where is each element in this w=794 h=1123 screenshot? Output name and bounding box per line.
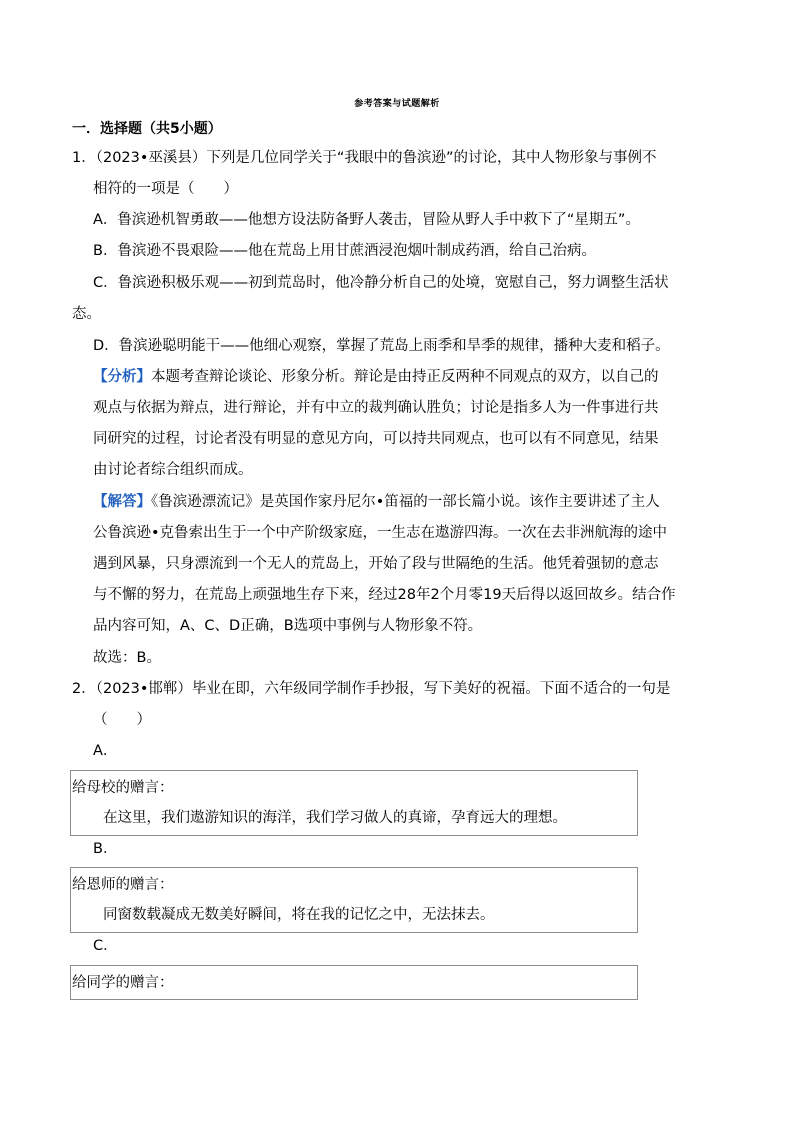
q1-choice: 故选：B。 bbox=[93, 650, 161, 666]
q2-option-a-box bbox=[70, 770, 638, 836]
q1-analysis-line-4: 由讨论者综合组织而成。 bbox=[93, 462, 253, 478]
q1-answer-line-1 bbox=[93, 492, 660, 512]
q1-answer-line-5: 品内容可知，A、C、D正确，B选项中事例与人物形象不符。 bbox=[93, 618, 483, 634]
analysis-tag: 【分析】 bbox=[93, 369, 151, 385]
q1-option-a: A．鲁滨逊机智勇敢——他想方设法防备野人袭击，冒险从野人手中救下了“星期五”。 bbox=[93, 212, 640, 228]
q2-option-a-label: A． bbox=[93, 743, 118, 759]
q1-analysis-line-1 bbox=[93, 367, 659, 387]
q1-option-c-line-2: 态。 bbox=[72, 306, 101, 322]
q1-answer-line-3: 遇到风暴，只身漂流到一个无人的荒岛上，开始了段与世隔绝的生活。他凭着强韧的意志 bbox=[93, 556, 659, 572]
q1-analysis-line-2: 观点与依据为辩点，进行辩论，并有中立的裁判确认胜负；讨论是指多人为一件事进行共 bbox=[93, 400, 659, 416]
box-b-text: 同窗数载凝成无数美好瞬间，将在我的记忆之中，无法抹去。 bbox=[103, 907, 495, 923]
q2-stem-line-1: 2．（2023•邯郸）毕业在即，六年级同学制作手抄报，写下美好的祝福。下面不适合的一句是 bbox=[72, 681, 671, 697]
answer-tag: 【解答】 bbox=[93, 494, 151, 510]
q1-stem-line-2: 相符的一项是（ ） bbox=[93, 181, 238, 197]
answer-text: 《鲁滨逊漂流记》是英国作家丹尼尔•笛福的一部长篇小说。该作主要讲述了主人 bbox=[151, 494, 660, 510]
section-title: 一．选择题（共5小题） bbox=[72, 121, 222, 137]
q1-stem-line-1: 1．（2023•巫溪县）下列是几位同学关于“我眼中的鲁滨逊”的讨论，其中人物形象与事例不 bbox=[72, 150, 657, 166]
q2-option-b-box bbox=[70, 867, 638, 933]
analysis-text: 本题考查辩论谈论、形象分析。辩论是由持正反两种不同观点的双方，以自己的 bbox=[151, 369, 659, 385]
q1-option-c-line-1: C．鲁滨逊积极乐观——初到荒岛时，他冷静分析自己的处境，宽慰自己，努力调整生活状 bbox=[93, 275, 669, 291]
box-c-title: 给同学的赠言： bbox=[72, 975, 174, 991]
q2-option-c-box bbox=[70, 965, 638, 1000]
q2-option-c-label: C． bbox=[93, 938, 118, 954]
q1-option-b: B．鲁滨逊不畏艰险——他在荒岛上用甘蔗酒浸泡烟叶制成药酒，给自己治病。 bbox=[93, 243, 596, 259]
q1-analysis-line-3: 同研究的过程，讨论者没有明显的意见方向，可以持共同观点，也可以有不同意见，结果 bbox=[93, 431, 659, 447]
page-title: 参考答案与试题解析 bbox=[354, 99, 440, 109]
q2-stem-line-2: （ ） bbox=[93, 712, 151, 728]
q1-option-d: D．鲁滨逊聪明能干——他细心观察，掌握了荒岛上雨季和旱季的规律，播种大麦和稻子。 bbox=[93, 338, 670, 354]
box-a-title: 给母校的赠言： bbox=[72, 780, 174, 796]
q1-answer-line-4: 与不懈的努力，在荒岛上顽强地生存下来，经过28年2个月零19天后得以返回故乡。结合作 bbox=[93, 587, 676, 603]
box-b-title: 给恩师的赠言： bbox=[72, 877, 174, 893]
box-a-text: 在这里，我们遨游知识的海洋，我们学习做人的真谛，孕育远大的理想。 bbox=[103, 810, 567, 826]
q2-option-b-label: B． bbox=[93, 841, 118, 857]
q1-answer-line-2: 公鲁滨逊•克鲁索出生于一个中产阶级家庭，一生志在遨游四海。一次在去非洲航海的途中 bbox=[93, 525, 668, 541]
